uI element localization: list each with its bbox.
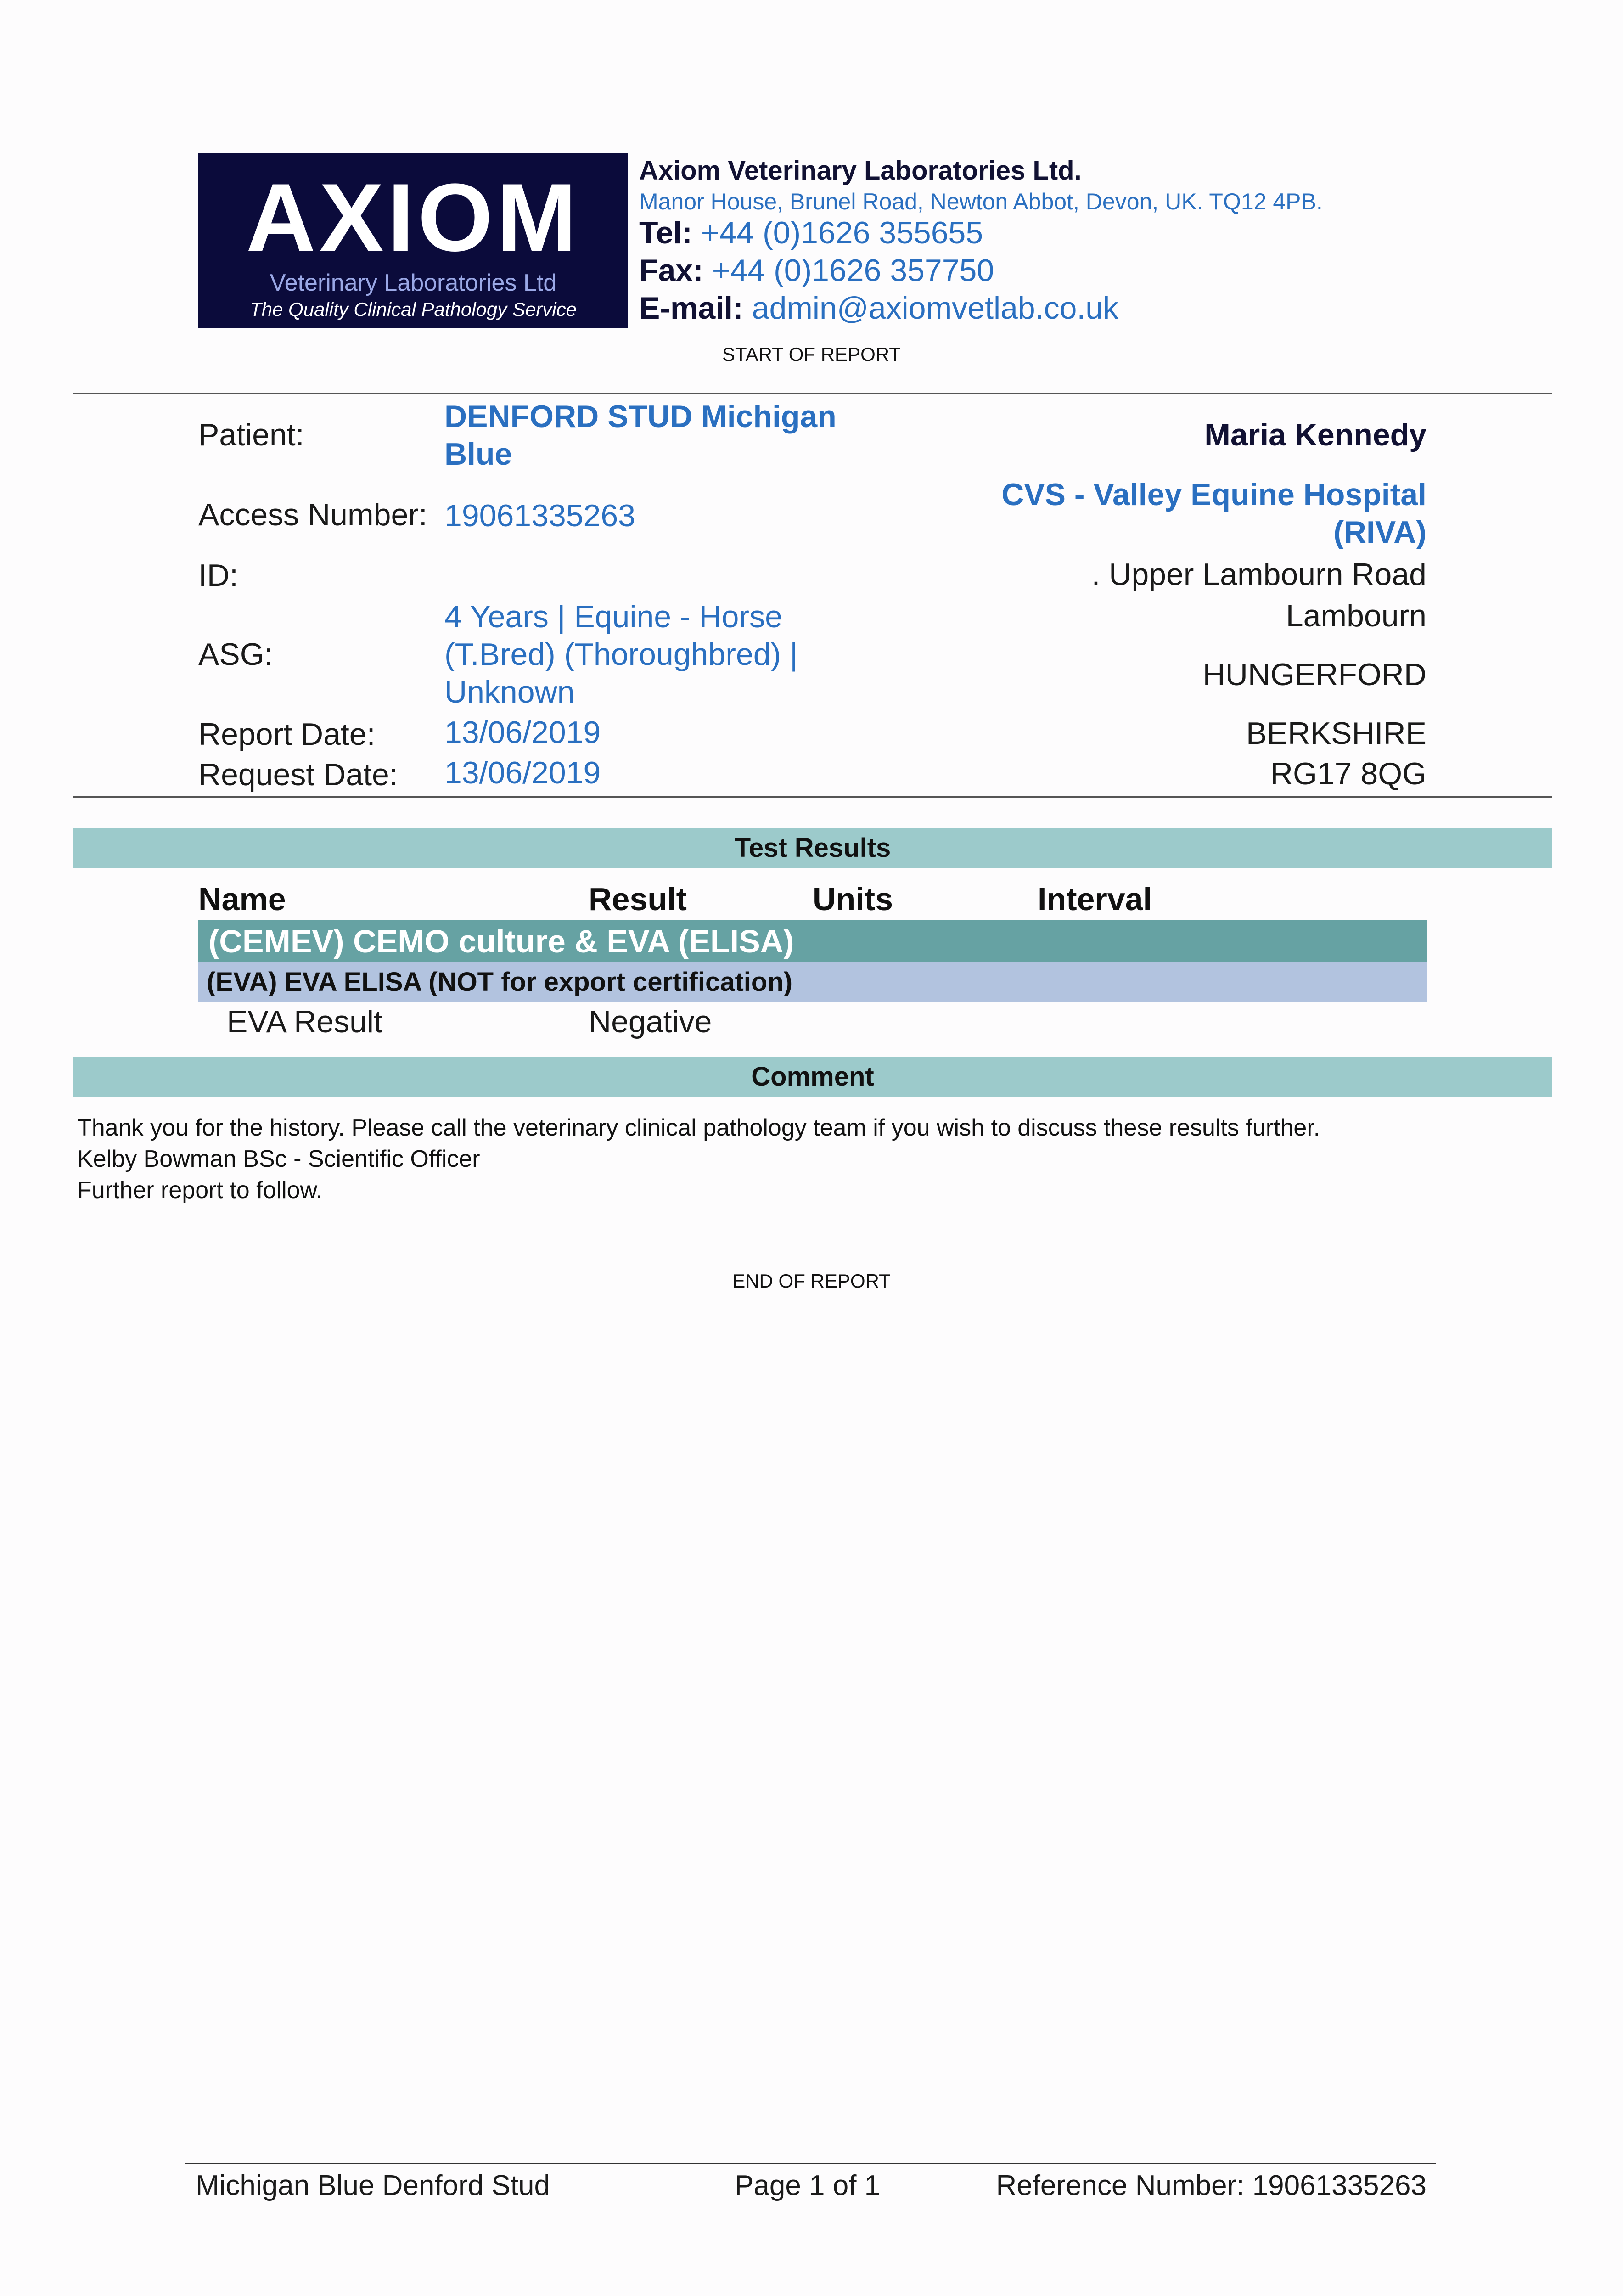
logo-wordmark: AXIOM <box>246 163 581 271</box>
request-date-label: Request Date: <box>198 757 398 792</box>
report-date-label: Report Date: <box>198 717 376 752</box>
lab-address: Manor House, Brunel Road, Newton Abbot, Devon, UK. TQ12 4PB. <box>639 189 1323 214</box>
test-group-title: (CEMEV) CEMO culture & EVA (ELISA) <box>198 920 1427 962</box>
comment-header: Comment <box>73 1057 1552 1097</box>
client-practice: CVS - Valley Equine Hospital (RIVA) <box>1001 477 1426 550</box>
fax-value: +44 (0)1626 357750 <box>712 253 994 288</box>
footer-patient: Michigan Blue Denford Stud <box>196 2170 550 2201</box>
footer-page-number: Page 1 of 1 <box>735 2170 881 2201</box>
comment-line: Further report to follow. <box>77 1177 323 1204</box>
email-label: E-mail: <box>639 291 743 326</box>
comment-line: Kelby Bowman BSc - Scientific Officer <box>77 1146 480 1172</box>
access-number-label: Access Number: <box>198 497 427 532</box>
lab-name: Axiom Veterinary Laboratories Ltd. <box>639 156 1082 186</box>
column-header-units: Units <box>813 881 893 917</box>
start-of-report: START OF REPORT <box>722 343 901 365</box>
footer-reference: Reference Number: 19061335263 <box>996 2170 1426 2201</box>
lab-logo <box>198 153 628 328</box>
column-header-name: Name <box>198 881 286 917</box>
result-value: Negative <box>589 1004 712 1039</box>
divider-top <box>73 393 1552 394</box>
client-address-line: . Upper Lambourn Road <box>1091 557 1426 592</box>
tel-value: +44 (0)1626 355655 <box>701 215 983 250</box>
logo-tagline: The Quality Clinical Pathology Service <box>250 298 577 320</box>
client-name: Maria Kennedy <box>1204 417 1426 452</box>
asg-label: ASG: <box>198 637 273 672</box>
lab-telephone <box>639 215 983 251</box>
footer-rule <box>185 2163 1436 2164</box>
tel-label: Tel: <box>639 215 692 250</box>
test-subgroup-title: (EVA) EVA ELISA (NOT for export certification) <box>198 962 1427 1002</box>
result-name: EVA Result <box>227 1004 382 1039</box>
fax-label: Fax: <box>639 253 703 288</box>
end-of-report: END OF REPORT <box>732 1270 891 1292</box>
client-address-line: Lambourn <box>1286 598 1426 633</box>
divider-middle <box>73 796 1552 798</box>
comment-line: Thank you for the history. Please call the veterinary clinical pathology team if you wish to discuss these results further. <box>77 1114 1320 1141</box>
request-date-value: 13/06/2019 <box>444 755 601 790</box>
column-header-result: Result <box>589 881 687 917</box>
lab-fax <box>639 253 994 288</box>
test-results-header: Test Results <box>73 828 1552 868</box>
report-date-value: 13/06/2019 <box>444 715 601 750</box>
client-address-line: HUNGERFORD <box>1202 657 1426 692</box>
access-number-value: 19061335263 <box>444 498 636 533</box>
patient-value: DENFORD STUD Michigan Blue <box>444 399 837 472</box>
lab-email <box>639 290 1118 326</box>
client-address-line: RG17 8QG <box>1270 756 1426 791</box>
email-link[interactable]: admin@axiomvetlab.co.uk <box>752 291 1119 326</box>
client-address-line: BERKSHIRE <box>1246 716 1426 751</box>
id-label: ID: <box>198 558 238 593</box>
table-row <box>0 1004 1623 1048</box>
asg-value: 4 Years | Equine - Horse (T.Bred) (Thoroughbred) | Unknown <box>444 599 798 709</box>
column-header-interval: Interval <box>1038 881 1152 917</box>
logo-subtitle: Veterinary Laboratories Ltd <box>270 270 557 296</box>
patient-label: Patient: <box>198 417 304 452</box>
